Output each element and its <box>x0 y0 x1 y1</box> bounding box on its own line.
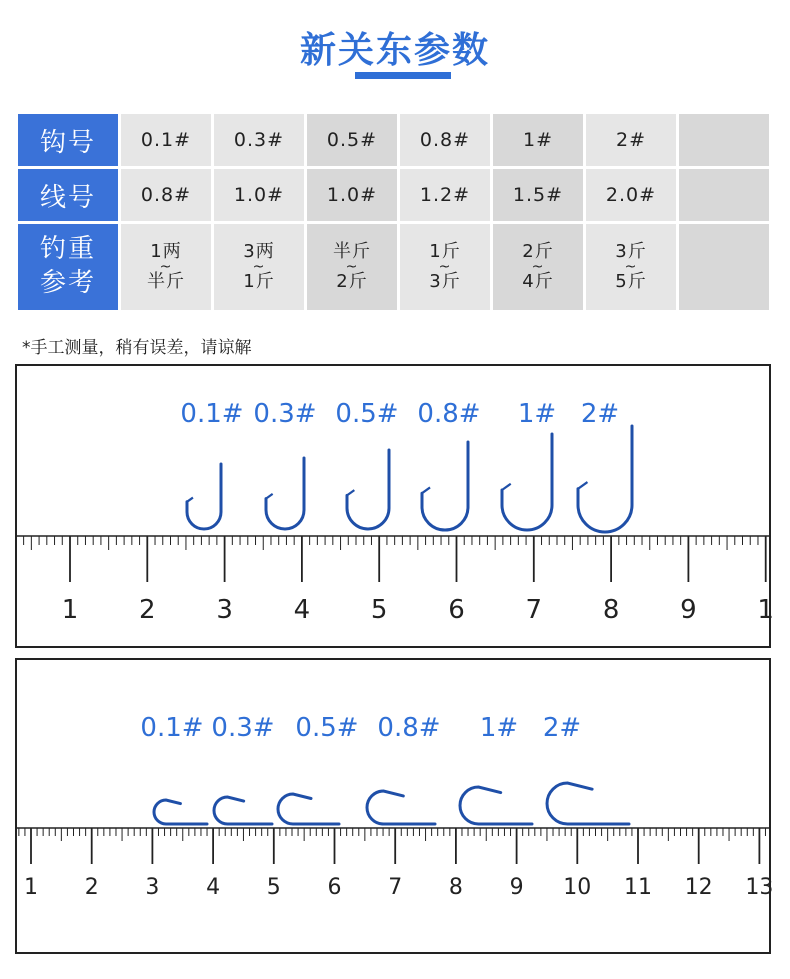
tilde: ~ <box>531 259 545 275</box>
tilde: ~ <box>438 259 452 275</box>
table-cell: 0.1# <box>121 114 211 166</box>
ruler-number: 5 <box>266 875 281 900</box>
ruler-illustration-2 <box>17 660 774 952</box>
hook-shape <box>347 450 389 529</box>
table-cell: 0.8# <box>400 114 490 166</box>
hook-label: 0.3# <box>253 399 317 429</box>
row-header-weight-line1: 钓重 <box>39 234 96 265</box>
tilde: ~ <box>159 259 173 275</box>
table-cell: 2.0# <box>586 169 676 221</box>
hook-label: 0.1# <box>140 713 204 743</box>
hook-shape <box>154 800 207 824</box>
ruler-number: 2 <box>84 875 99 900</box>
ruler-number: 9 <box>509 875 524 900</box>
ruler-number: 8 <box>448 875 463 900</box>
ruler-number: 1 <box>61 595 79 625</box>
hook-barb <box>347 490 354 495</box>
table-row-weight <box>18 224 769 310</box>
ruler-number: 2 <box>139 595 156 625</box>
hook-shape <box>187 464 221 529</box>
row-header-hook-size: 钩号 <box>18 114 118 166</box>
hook-label: 1# <box>517 399 557 429</box>
ruler-number: 8 <box>602 595 620 625</box>
hook-label: 2# <box>580 399 620 429</box>
table-row-hook-size <box>18 114 769 166</box>
hook-barb <box>502 484 511 490</box>
table-cell <box>493 224 583 310</box>
weight-from: 半斤 <box>333 241 371 263</box>
weight-to: 半斤 <box>147 271 185 292</box>
hook-shape <box>460 787 532 824</box>
ruler-number: 13 <box>745 875 774 900</box>
weight-to: 5斤 <box>615 271 647 292</box>
tilde: ~ <box>624 259 638 275</box>
hook-shape <box>547 783 629 824</box>
hook-ruler-panel-vertical <box>15 364 774 648</box>
weight-to: 3斤 <box>429 271 461 292</box>
table-cell: 2# <box>586 114 676 166</box>
ruler-number: 11 <box>624 875 652 900</box>
hook-label: 0.5# <box>295 713 359 743</box>
weight-to: 1斤 <box>243 271 275 292</box>
table-cell <box>307 224 397 310</box>
row-header-weight <box>18 224 118 310</box>
title-underline <box>355 72 451 79</box>
hook-label: 2# <box>542 713 582 743</box>
spec-table <box>15 111 772 313</box>
ruler-number: 1 <box>757 595 774 625</box>
table-cell: 1.2# <box>400 169 490 221</box>
weight-to: 2斤 <box>336 271 368 292</box>
hook-ruler-panel-side <box>15 658 774 954</box>
ruler-number: 3 <box>216 595 233 625</box>
page-title: 新关东参数 <box>299 30 490 71</box>
table-cell: 0.8# <box>121 169 211 221</box>
table-cell <box>679 114 769 166</box>
table-row-line-size <box>18 169 769 221</box>
table-cell: 1# <box>493 114 583 166</box>
hook-label: 1# <box>479 713 519 743</box>
table-cell <box>400 224 490 310</box>
tilde: ~ <box>345 259 359 275</box>
weight-from: 2斤 <box>522 241 554 263</box>
hook-label: 0.1# <box>180 399 244 429</box>
measurement-note: *手工测量，稍有误差，请谅解 <box>22 338 252 358</box>
table-cell: 0.5# <box>307 114 397 166</box>
ruler-number: 4 <box>293 595 311 625</box>
table-cell <box>121 224 211 310</box>
table-cell: 1.0# <box>307 169 397 221</box>
ruler-number: 3 <box>145 875 160 900</box>
weight-to: 4斤 <box>522 271 554 292</box>
table-cell: 0.3# <box>214 114 304 166</box>
ruler-illustration-1 <box>17 366 774 646</box>
hook-label: 0.8# <box>377 713 441 743</box>
ruler-number: 10 <box>563 875 592 900</box>
ruler-number: 5 <box>370 595 388 625</box>
tilde: ~ <box>252 259 266 275</box>
weight-from: 1斤 <box>429 241 461 263</box>
hook-barb <box>266 494 273 499</box>
table-cell <box>586 224 676 310</box>
ruler-number: 12 <box>684 875 713 900</box>
ruler-number: 7 <box>525 595 543 625</box>
hook-barb <box>187 498 193 502</box>
row-header-weight-line2: 参考 <box>39 268 96 298</box>
ruler-number: 6 <box>327 875 342 900</box>
table-cell <box>679 224 769 310</box>
weight-from: 3两 <box>243 241 275 263</box>
weight-from: 1两 <box>150 241 182 263</box>
hook-barb <box>578 482 587 489</box>
hook-label: 0.3# <box>211 713 275 743</box>
ruler-number: 1 <box>24 875 38 900</box>
table-cell: 1.0# <box>214 169 304 221</box>
ruler-number: 6 <box>448 595 465 625</box>
table-cell <box>214 224 304 310</box>
hook-label: 0.8# <box>417 399 481 429</box>
hook-shape <box>278 794 339 824</box>
ruler-number: 4 <box>206 875 221 900</box>
hook-shape <box>214 797 272 824</box>
hook-shape <box>367 791 435 824</box>
hook-shape <box>502 434 552 530</box>
table-cell <box>679 169 769 221</box>
hook-barb <box>422 487 430 493</box>
hook-label: 0.5# <box>335 399 399 429</box>
ruler-number: 9 <box>680 595 697 625</box>
ruler-number: 7 <box>388 875 403 900</box>
weight-from: 3斤 <box>615 241 647 263</box>
table-cell: 1.5# <box>493 169 583 221</box>
row-header-line-size: 线号 <box>18 169 118 221</box>
hook-shape <box>422 442 468 530</box>
hook-shape <box>578 426 632 532</box>
